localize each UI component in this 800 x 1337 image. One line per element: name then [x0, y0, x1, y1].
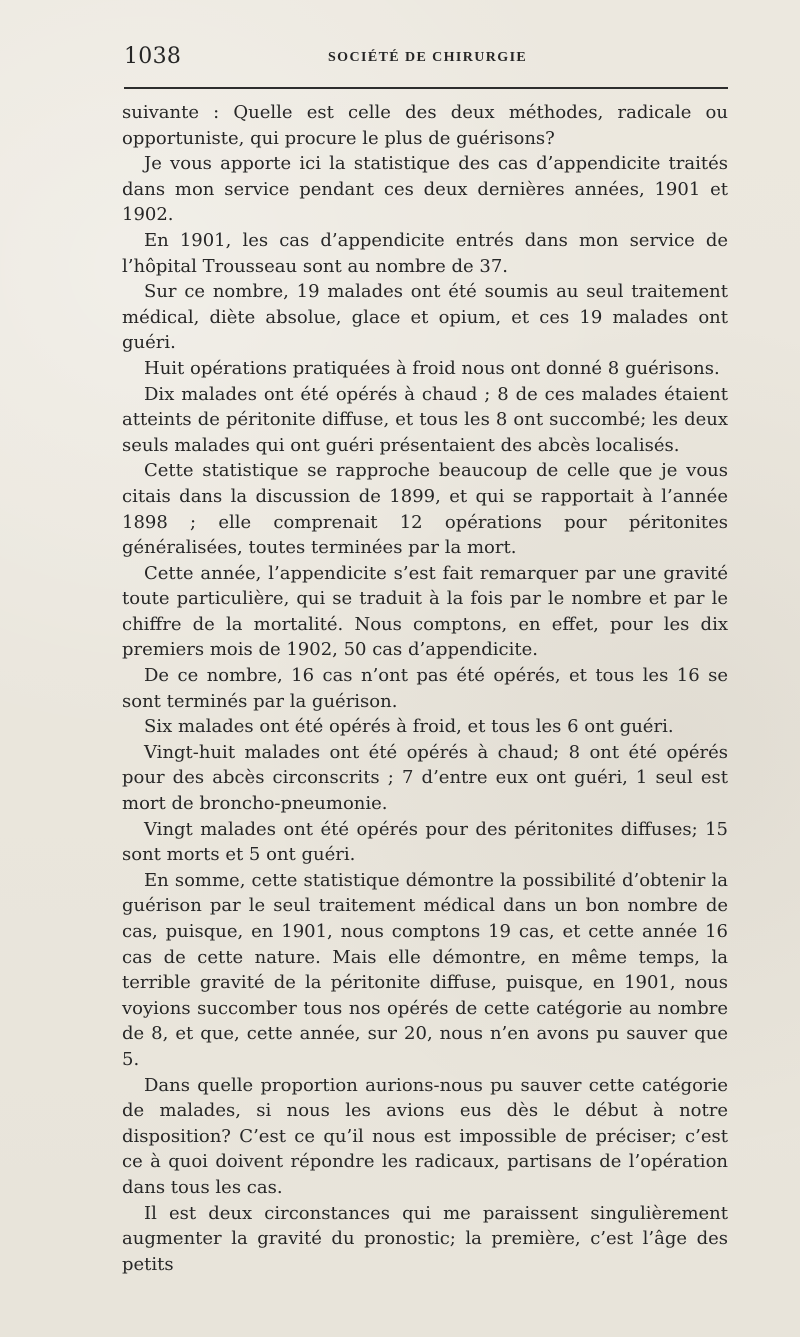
paragraph-12: Vingt malades ont été opérés pour des péritonites diffuses; 15 sont morts et 5 ont guéri.	[122, 818, 728, 866]
page-number: 1038	[124, 44, 182, 69]
paragraph-2: Je vous apporte ici la statistique des cas d’appendicite traités dans mon service pendant ces deux dernières années, 1901 et 1902.	[122, 153, 728, 226]
paragraph-13: En somme, cette statistique démontre la possibilité d’obtenir la guérison par le seul traitement médical dans un bon nombre de cas, puisque, en 1901, nous comptons 19 cas, et cette année 16 cas de cette nature. Mais elle démontre, en même temps, la terrible gravité de la péritonite diffuse, puisque, en 1901, nous voyions succomber tous nos opérés de cette catégorie au nombre de 8, et que, cette année, sur 20, nous n’en avons pu sauver que 5.	[122, 869, 728, 1070]
paragraph-3: En 1901, les cas d’appendicite entrés dans mon service de l’hôpital Trousseau sont au nombre de 37.	[122, 229, 728, 277]
paragraph-15: Il est deux circonstances qui me paraissent singulièrement augmenter la gravité du pronostic; la première, c’est l’âge des petits	[122, 1202, 728, 1275]
paragraph-5: Huit opérations pratiquées à froid nous ont donné 8 guérisons.	[144, 357, 720, 379]
body-text	[122, 100, 728, 1277]
paragraph-10: Six malades ont été opérés à froid, et tous les 6 ont guéri.	[144, 716, 674, 738]
page-header	[124, 44, 728, 70]
paragraph-6: Dix malades ont été opérés à chaud ; 8 de ces malades étaient atteints de péritonite diffuse, et tous les 8 ont succombé; les deux seuls malades qui ont guéri présentaient des abcès localisés.	[122, 383, 728, 456]
paragraph-9: De ce nombre, 16 cas n’ont pas été opérés, et tous les 16 se sont terminés par la guérison.	[122, 665, 728, 712]
paragraph-4: Sur ce nombre, 19 malades ont été soumis au seul traitement médical, diète absolue, glace et opium, et ces 19 malades ont guéri.	[122, 281, 728, 354]
paragraph-8: Cette année, l’appendicite s’est fait remarquer par une gravité toute particulière, qui se traduit à la fois par le nombre et par le chiffre de la mortalité. Nous comptons, en effet, pour les dix premiers mois de 1902, 50 cas d’appendicite.	[122, 562, 728, 661]
paragraph-11: Vingt-huit malades ont été opérés à chaud; 8 ont été opérés pour des abcès circonscrits ; 7 d’entre eux ont guéri, 1 seul est mort de broncho-pneumonie.	[122, 741, 728, 815]
paragraph-14: Dans quelle proportion aurions-nous pu sauver cette catégorie de malades, si nous les avions eus dès le début à notre disposition? C’est ce qu’il nous est impossible de préciser; c’est ce à quoi doivent répondre les radicaux, partisans de l’opération dans tous les cas.	[122, 1074, 728, 1198]
header-rule	[124, 87, 728, 89]
paragraph-7: Cette statistique se rapproche beaucoup de celle que je vous citais dans la discussion de 1899, et qui se rapportait à l’année 1898 ; elle comprenait 12 opérations pour péritonites généralisées, toutes terminées par la mort.	[122, 460, 728, 559]
paragraph-1: suivante : Quelle est celle des deux méthodes, radicale ou opportuniste, qui procure le plus de guérisons?	[122, 102, 728, 149]
running-head: SOCIÉTÉ DE CHIRURGIE	[328, 50, 528, 65]
